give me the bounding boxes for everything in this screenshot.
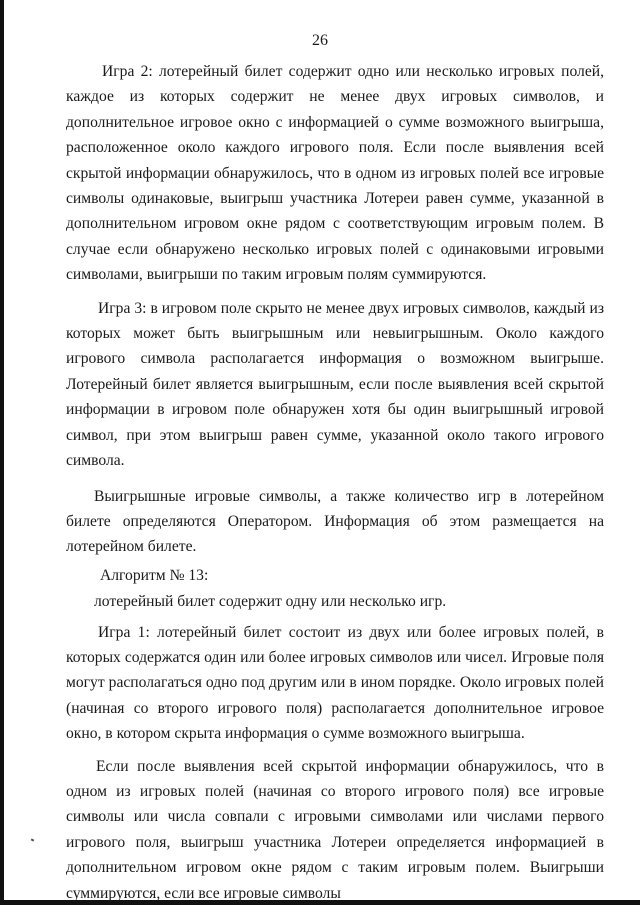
scan-left-edge xyxy=(0,0,4,905)
paragraph-ticket-contains: лотерейный билет содержит одну или несколько игр. xyxy=(94,593,447,611)
paragraph-winning-condition: Если после выявления всей скрытой информации обнаружилось, что в одном из игровых полей (начиная со второго игрового поля) все игровые символы или числа совпали с игровыми символами или числами первого игрового поля, выигрыш участника Лотереи определяется информацией в дополнительном игровом окне рядом с таким игровым полем. Выигрыши суммируются, если все игровые символы xyxy=(66,757,604,902)
paragraph-winning-symbols: Выигрышные игровые символы, а также количество игр в лотерейном билете определяются Оператором. Информация об этом размещается на лотерейном билете. xyxy=(66,487,604,556)
page-number: 26 xyxy=(312,32,328,49)
scan-speck xyxy=(31,838,35,841)
paragraph-algorithm-heading: Алгоритм № 13: xyxy=(100,566,209,584)
paragraph-game-1: Игра 1: лотерейный билет состоит из двух или более игровых полей, в которых содержатся один или более игровых символов или чисел. Игровые поля могут располагаться одно под другим или в ином порядке. Около игровых полей (начиная со второго игрового поля) располагается дополнительное игровое окно, в котором скрыта информация о сумме возможного выигрыша. xyxy=(66,623,604,743)
paragraph-game-3: Игра 3: в игровом поле скрыто не менее двух игровых символов, каждый из которых может быть выигрышным или невыигрышным. Около каждого игрового символа располагается информация о возможном выигрыше. Лотерейный билет является выигрышным, если после выявления всей скрытой информации в игровом поле обнаружен хотя бы один выигрышный игровой символ, при этом выигрыш равен сумме, указанной около такого игрового символа. xyxy=(66,299,604,470)
paragraph-game-2: Игра 2: лотерейный билет содержит одно или несколько игровых полей, каждое из которых содержит не менее двух игровых символов, и дополнительное игровое окно с информацией о сумме возможного выигрыша, расположенное около каждого игрового поля. Если после выявления всей скрытой информации обнаружилось, что в одном из игровых полей все игровые символы одинаковые, выигрыш участника Лотереи равен сумме, указанной в дополнительном игровом окне рядом с соответствующим игровым полем. В случае если обнаружено несколько игровых полей с одинаковыми игровыми символами, выигрыши по таким игровым полям суммируются. xyxy=(66,63,604,284)
document-body xyxy=(66,59,604,906)
